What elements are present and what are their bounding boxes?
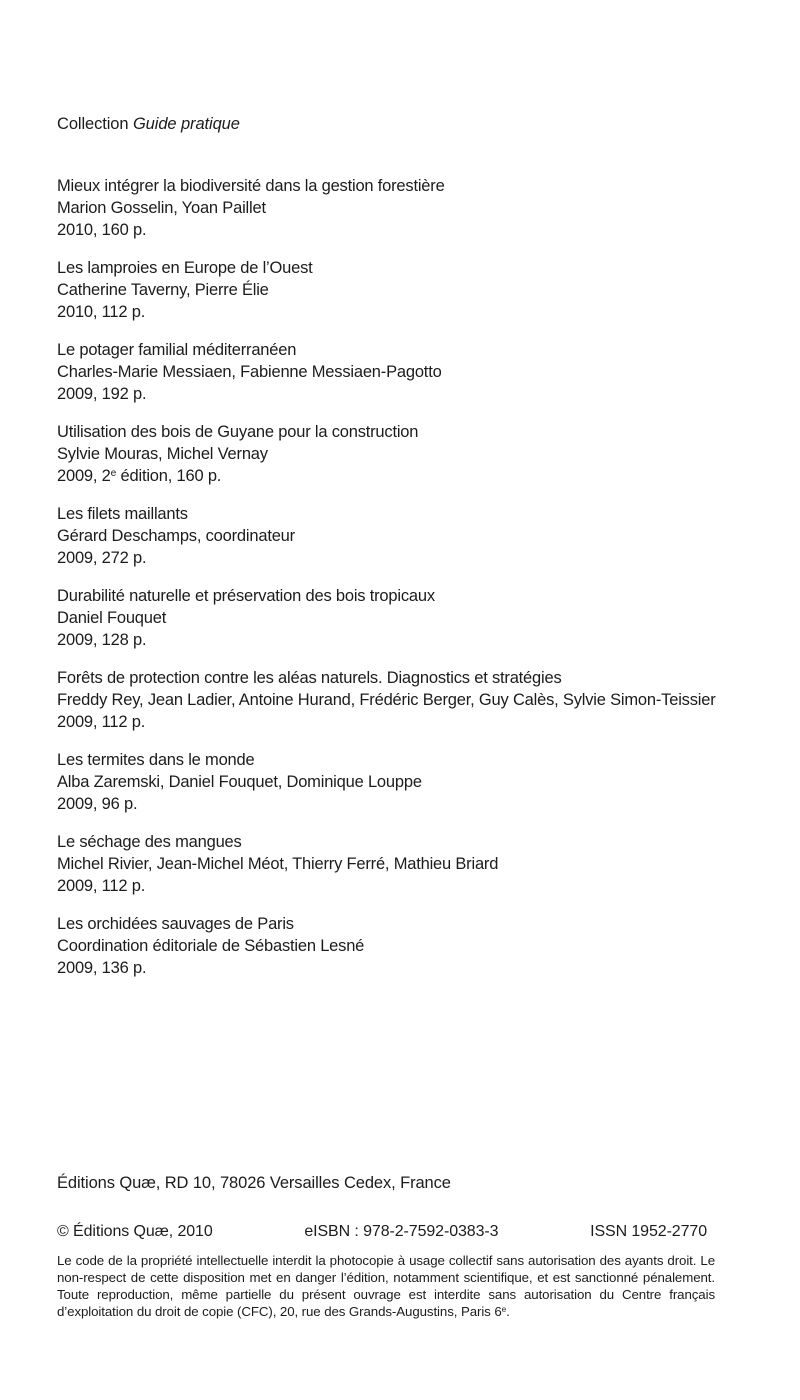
book-title: Durabilité naturelle et préservation des bois tropicaux [57,587,435,605]
issn-number: ISSN 1952-2770 [590,1223,707,1240]
legal-text: Le code de la propriété intellectuelle interdit la photocopie à usage collectif sans autorisation des ayants droit. Le non-respect de cette disposition met en danger l’édition, notamment scientifique, et est sanctionné pénalement. Toute reproduction, même partielle du présent ouvrage est interdite sans autorisation du Centre français d’exploitation du droit de copie (CFC), 20, rue des Grands-Augustins, Paris 6 [57,1253,715,1319]
legal-text-end: . [506,1304,510,1319]
book-year-pages: 2009, 112 p. [57,713,146,731]
book-year-pages: 2009, 272 p. [57,549,147,567]
book-authors: Gérard Deschamps, coordinateur [57,527,295,545]
book-entry [57,749,797,815]
book-year-pages [57,465,797,487]
collection-name: Guide pratique [132,115,240,133]
book-year-pages: 2009, 112 p. [57,877,146,895]
book-authors: Alba Zaremski, Daniel Fouquet, Dominique Louppe [57,773,422,791]
book-year-pages: 2009, 136 p. [57,959,147,977]
book-authors: Michel Rivier, Jean-Michel Méot, Thierry Ferré, Mathieu Briard [57,855,499,873]
legal-notice [57,1252,715,1320]
publisher-address: Éditions Quæ, RD 10, 78026 Versailles Cedex, France [57,1174,451,1192]
book-authors: Freddy Rey, Jean Ladier, Antoine Hurand, Frédéric Berger, Guy Calès, Sylvie Simon-Teissier [57,691,716,709]
year-text: 2009, 2 [57,467,111,485]
book-title: Forêts de protection contre les aléas naturels. Diagnostics et stratégies [57,669,562,687]
book-entry [57,175,797,241]
book-year-pages: 2009, 128 p. [57,631,147,649]
arrondissement-superscript: e [501,1305,507,1315]
book-entry [57,257,797,323]
year-text: édition, 160 p. [116,467,222,485]
collection-catalog [57,113,797,995]
book-title: Les lamproies en Europe de l’Ouest [57,259,313,277]
book-entry [57,339,797,405]
book-entry [57,421,797,487]
copyright-row [57,1221,707,1243]
book-authors: Daniel Fouquet [57,609,167,627]
book-entry [57,585,797,651]
book-title: Les filets maillants [57,505,188,523]
book-year-pages: 2010, 112 p. [57,303,146,321]
book-title: Utilisation des bois de Guyane pour la construction [57,423,419,441]
book-title: Mieux intégrer la biodiversité dans la gestion forestière [57,177,445,195]
eisbn-number: eISBN : 978-2-7592-0383-3 [304,1223,499,1240]
book-title: Les termites dans le monde [57,751,255,769]
book-entry [57,913,797,979]
book-title: Le potager familial méditerranéen [57,341,297,359]
book-authors: Catherine Taverny, Pierre Élie [57,281,269,299]
book-year-pages: 2010, 160 p. [57,221,147,239]
book-authors: Charles-Marie Messiaen, Fabienne Messiaen-Pagotto [57,363,442,381]
copyright-notice: © Éditions Quæ, 2010 [57,1223,213,1240]
book-year-pages: 2009, 96 p. [57,795,138,813]
book-authors: Coordination éditoriale de Sébastien Lesné [57,937,365,955]
edition-superscript: e [110,468,117,480]
collection-heading [57,113,797,135]
book-entry [57,667,797,733]
book-authors: Marion Gosselin, Yoan Paillet [57,199,266,217]
book-entry [57,831,797,897]
book-year-pages: 2009, 192 p. [57,385,147,403]
book-authors: Sylvie Mouras, Michel Vernay [57,445,268,463]
book-entry [57,503,797,569]
book-title: Le séchage des mangues [57,833,242,851]
collection-prefix: Collection [57,115,133,133]
book-title: Les orchidées sauvages de Paris [57,915,294,933]
